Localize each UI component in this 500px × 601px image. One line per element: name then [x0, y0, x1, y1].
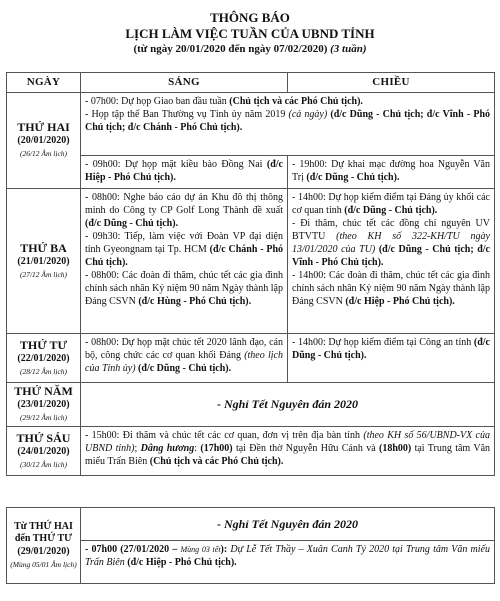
tuesday-afternoon: - 14h00: Dự họp kiểm điểm tại Đảng ủy khối các cơ quan tỉnh (đ/c Dũng - Chủ tịch). - Đi thăm, chúc tết các đồng chí nguyên UV BTVTU (theo KH số 322-KH/TU ngày 13/01/2020 của TU) (đ/c Dũng - Chủ tịch; đ/c Vĩnh - Phó Chủ tịch). - 14h00: Các đoàn đi thăm, chúc tết các gia đình chính sách nhân Kỷ niệm 90 năm Ngày thành lập Đảng CSVN (đ/c Hiệp - Phó Chủ tịch). [288, 189, 495, 334]
table-row [7, 156, 495, 189]
tuesday-morning: - 08h00: Nghe báo cáo dự án Khu đô thị thông minh do Công ty CP Golf Long Thành đề xuất (đ/c Dũng - Chủ tịch). - 09h30: Tiếp, làm việc với Đoàn VP đại diện tỉnh Gyeongnam tại Tp. HCM (đ/c Chánh - Phó Chủ tịch). - 08h00: Các đoàn đi thăm, chúc tết các gia đình chính sách nhân Kỷ niệm 90 năm Ngày thành lập Đảng CSVN (đ/c Hùng - Phó Chủ tịch). [81, 189, 288, 334]
tet-entry: - 07h00 (27/01/2020 – Mùng 03 tết): Dự Lễ Tết Thầy – Xuân Canh Tý 2020 tại Trung tâm Văn miếu Trấn Biên (đ/c Hiệp - Phó Chủ tịch). [81, 541, 495, 584]
table-row [7, 334, 495, 383]
table-header-row [7, 73, 495, 93]
col-morning: SÁNG [81, 73, 288, 93]
day-cell-monday: THỨ HAI (20/01/2020) (26/12 Âm lịch) [7, 93, 81, 189]
col-afternoon: CHIỀU [288, 73, 495, 93]
day-cell-tet: Từ THỨ HAI đến THỨ TƯ (29/01/2020) (Mùng 05/01 Âm lịch) [7, 508, 81, 584]
thursday-holiday: - Nghỉ Tết Nguyên đán 2020 [81, 383, 495, 427]
table-row [7, 508, 495, 541]
col-day: NGÀY [7, 73, 81, 93]
table-row [7, 93, 495, 156]
wednesday-morning: - 08h00: Dự họp mặt chúc tết 2020 lãnh đạo, cán bộ, công chức các cơ quan khối Đảng (theo lịch của Tỉnh ủy) (đ/c Dũng - Chủ tịch). [81, 334, 288, 383]
document-header [0, 0, 500, 56]
monday-fullrow: - 07h00: Dự họp Giao ban đầu tuần (Chủ tịch và các Phó Chủ tịch). - Họp tập thể Ban Thường vụ Tỉnh ủy năm 2019 (cả ngày) (đ/c Dũng - Chủ tịch; đ/c Vĩnh - Phó Chủ tịch; đ/c Chánh - Phó Chủ tịch). [81, 93, 495, 156]
monday-afternoon: - 19h00: Dự khai mạc đường hoa Nguyễn Văn Trị (đ/c Dũng - Chủ tịch). [288, 156, 495, 189]
table-row [7, 189, 495, 334]
date-range: (từ ngày 20/01/2020 đến ngày 07/02/2020) (3 tuần) [133, 43, 367, 55]
schedule-table [6, 72, 495, 476]
monday-morning: - 09h00: Dự họp mặt kiều bào Đồng Nai (đ/c Hiệp - Phó Chủ tịch). [81, 156, 288, 189]
day-cell-tuesday: THỨ BA (21/01/2020) (27/12 Âm lịch) [7, 189, 81, 334]
table-row [7, 383, 495, 427]
day-cell-wednesday: THỨ TƯ (22/01/2020) (28/12 Âm lịch) [7, 334, 81, 383]
day-cell-thursday: THỨ NĂM (23/01/2020) (29/12 Âm lịch) [7, 383, 81, 427]
tet-holiday: - Nghỉ Tết Nguyên đán 2020 [81, 508, 495, 541]
table-row [7, 427, 495, 476]
wednesday-afternoon: - 14h00: Dự họp kiểm điểm tại Công an tỉnh (đ/c Dũng - Chủ tịch). [288, 334, 495, 383]
notice-title: THÔNG BÁO [210, 10, 290, 25]
table-row [7, 541, 495, 584]
friday-fullrow: - 15h00: Đi thăm và chúc tết các cơ quan, đơn vị trên địa bàn tỉnh (theo KH số 56/UBND-VX của UBND tỉnh); Dâng hương: (17h00) tại Đền thờ Nguyễn Hữu Cảnh và (18h00) tại Trung tâm Văn miếu Trấn Biên (Chủ tịch và các Phó Chủ tịch). [81, 427, 495, 476]
schedule-title: LỊCH LÀM VIỆC TUẦN CỦA UBND TỈNH [125, 26, 375, 41]
day-cell-friday: THỨ SÁU (24/01/2020) (30/12 Âm lịch) [7, 427, 81, 476]
schedule-table-tet [6, 507, 495, 584]
